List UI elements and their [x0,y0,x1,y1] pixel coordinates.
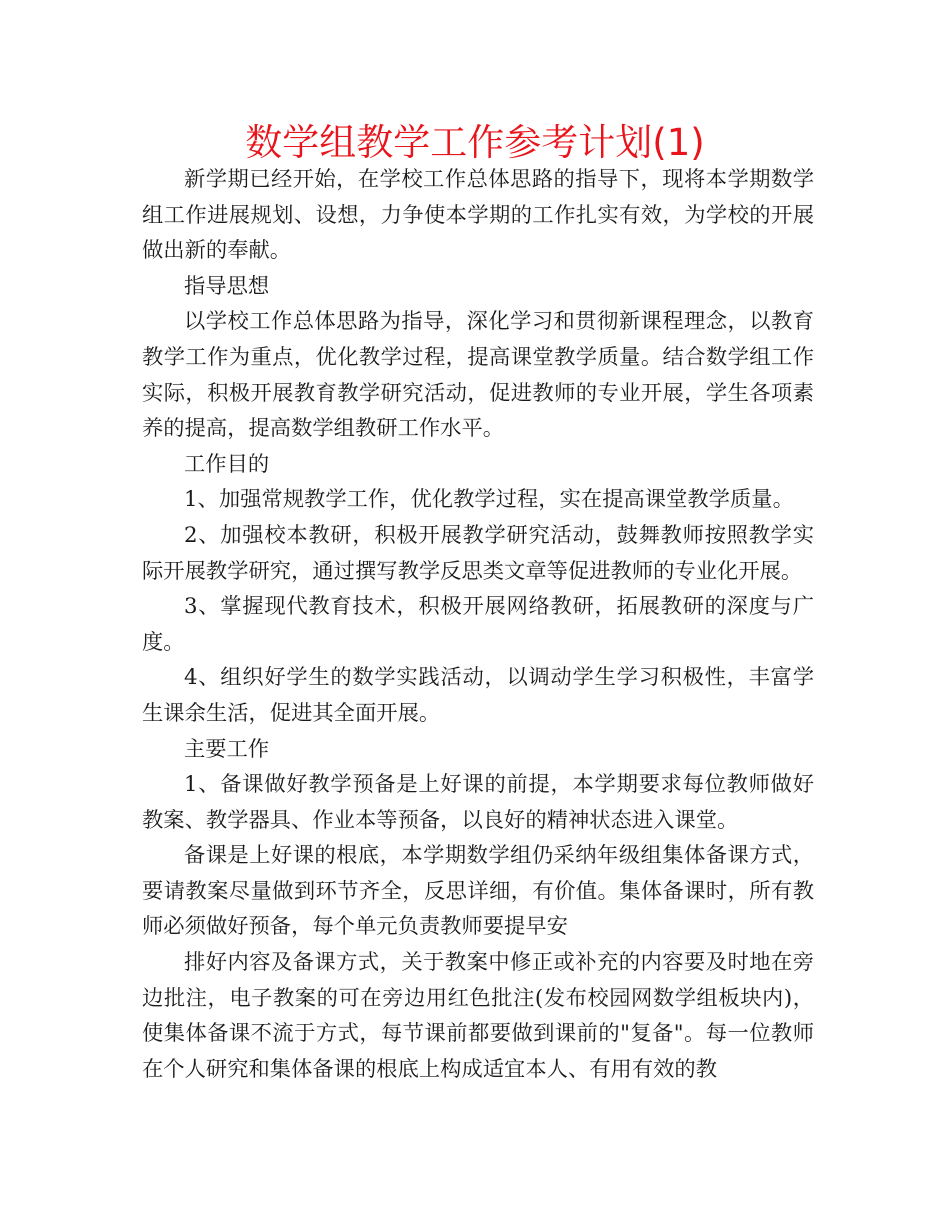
heading-main-work: 主要工作 [184,736,270,762]
paragraph-lesson-prep: 备课是上好课的根底，本学期数学组仍采纳年级组集体备课方式，要请教案尽量做到环节齐全，反思详细，有价值。集体备课时，所有教师必须做好预备，每个单元负责教师要提早安 [142,843,814,940]
paragraph-lesson-arrangement: 排好内容及备课方式，关于教案中修正或补充的内容要及时地在旁边批注，电子教案的可在旁边用红色批注(发布校园网数学组板块内)，使集体备课不流于方式，每节课前都要做到课前的"复备"。每一位教师在个人研究和集体备课的根底上构成适宜本人、有用有效的教 [142,950,814,1082]
document-body [142,162,814,1087]
heading-guiding-ideology: 指导思想 [184,273,270,299]
document-title: 数学组教学工作参考计划(1) [245,121,705,164]
paragraph-work-1: 1、备课做好教学预备是上好课的前提，本学期要求每位教师做好教案、教学器具、作业本等预备，以良好的精神状态进入课堂。 [142,772,814,833]
paragraph-goal-4: 4、组织好学生的数学实践活动，以调动学生学习积极性，丰富学生课余生活，促进其全面开展。 [142,665,814,726]
paragraph-intro: 新学期已经开始，在学校工作总体思路的指导下，现将本学期数学组工作进展规划、设想，力争使本学期的工作扎实有效，为学校的开展做出新的奉献。 [142,167,814,264]
paragraph-goal-1: 1、加强常规教学工作，优化教学过程，实在提高课堂教学质量。 [184,487,794,513]
heading-work-goals: 工作目的 [184,451,270,477]
paragraph-goal-3: 3、掌握现代教育技术，积极开展网络教研，拓展教研的深度与广度。 [142,594,814,655]
paragraph-guiding-ideology: 以学校工作总体思路为指导，深化学习和贯彻新课程理念，以教育教学工作为重点，优化教学过程，提高课堂教学质量。结合数学组工作实际，积极开展教育教学研究活动，促进教师的专业开展，学生各项素养的提高，提高数学组教研工作水平。 [142,309,814,442]
paragraph-goal-2: 2、加强校本教研，积极开展教学研究活动，鼓舞教师按照教学实际开展教学研究，通过撰写教学反思类文章等促进教师的专业化开展。 [142,522,814,584]
